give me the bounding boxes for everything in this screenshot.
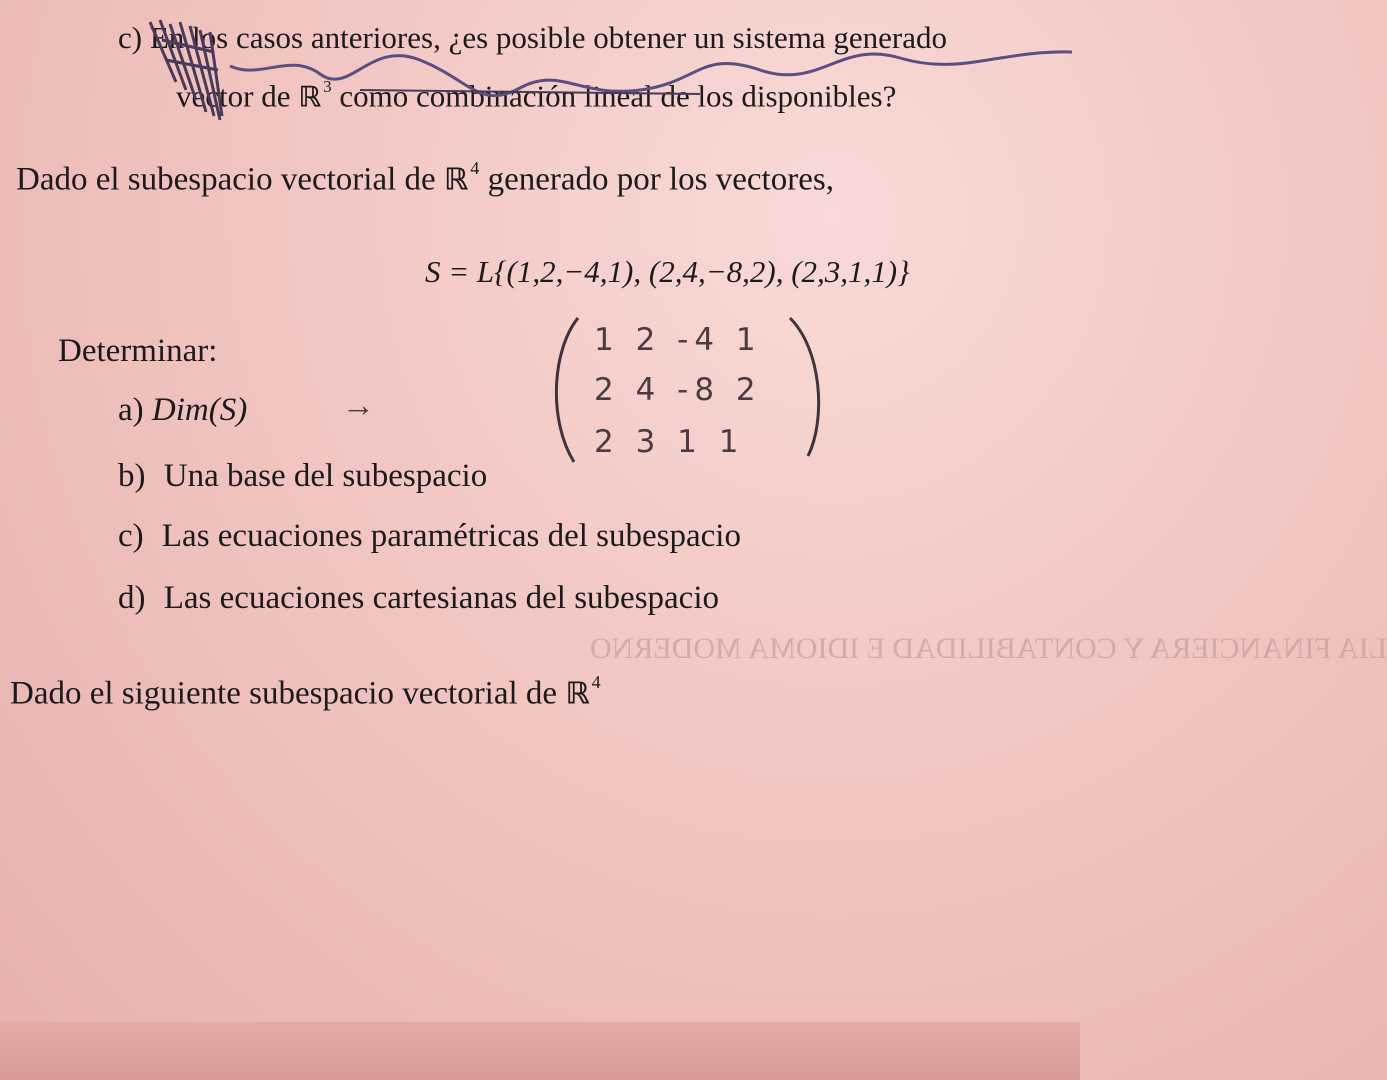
handwritten-arrow: → [342, 388, 375, 424]
item-label: c) [118, 518, 144, 554]
prev-item-text: En los casos anteriores, ¿es posible obtener un sistema generado [149, 20, 947, 55]
real-numbers-symbol: ℝ [443, 162, 469, 198]
determine-heading: Determinar: [58, 333, 218, 369]
page-fold-shadow [0, 1022, 1080, 1080]
matrix-row-1: 1 2 -4 1 [594, 322, 762, 358]
item-b [118, 458, 487, 495]
item-text: Las ecuaciones cartesianas del subespacio [163, 580, 719, 616]
real-numbers-symbol: ℝ [298, 80, 322, 114]
prev-item-line2: vector de ℝ $^3$ como combinación lineal de los disponibles? [176, 77, 897, 114]
real-numbers-symbol: ℝ [565, 676, 590, 712]
matrix-row-2: 2 4 -8 2 [594, 372, 762, 408]
bleed-through-text: LIA FINANCIERA Y CONTABILIDAD E IDIOMA MODERNO [590, 632, 1387, 665]
problem2-intro: Dado el siguiente subespacio vectorial de ℝ $^4$ [10, 672, 601, 712]
item-c [118, 518, 741, 555]
item-a [118, 392, 247, 429]
span-formula: S = L{(1,2,−4,1), (2,4,−8,2), (2,3,1,1)} [425, 254, 910, 289]
matrix-row-3: 2 3 1 1 [594, 424, 745, 460]
prev-item-line1 [118, 20, 947, 56]
problem1-intro: Dado el subespacio vectorial de ℝ $^4$ generado por los vectores, [16, 158, 834, 198]
item-text: Dim(S) [151, 392, 248, 428]
item-d [118, 580, 719, 617]
prev-item-label: c) [118, 20, 143, 55]
item-label: a) [118, 392, 144, 428]
item-text: Las ecuaciones paramétricas del subespacio [161, 518, 741, 554]
item-label: b) [118, 458, 146, 494]
item-text: Una base del subespacio [163, 458, 488, 494]
item-label: d) [118, 580, 146, 616]
